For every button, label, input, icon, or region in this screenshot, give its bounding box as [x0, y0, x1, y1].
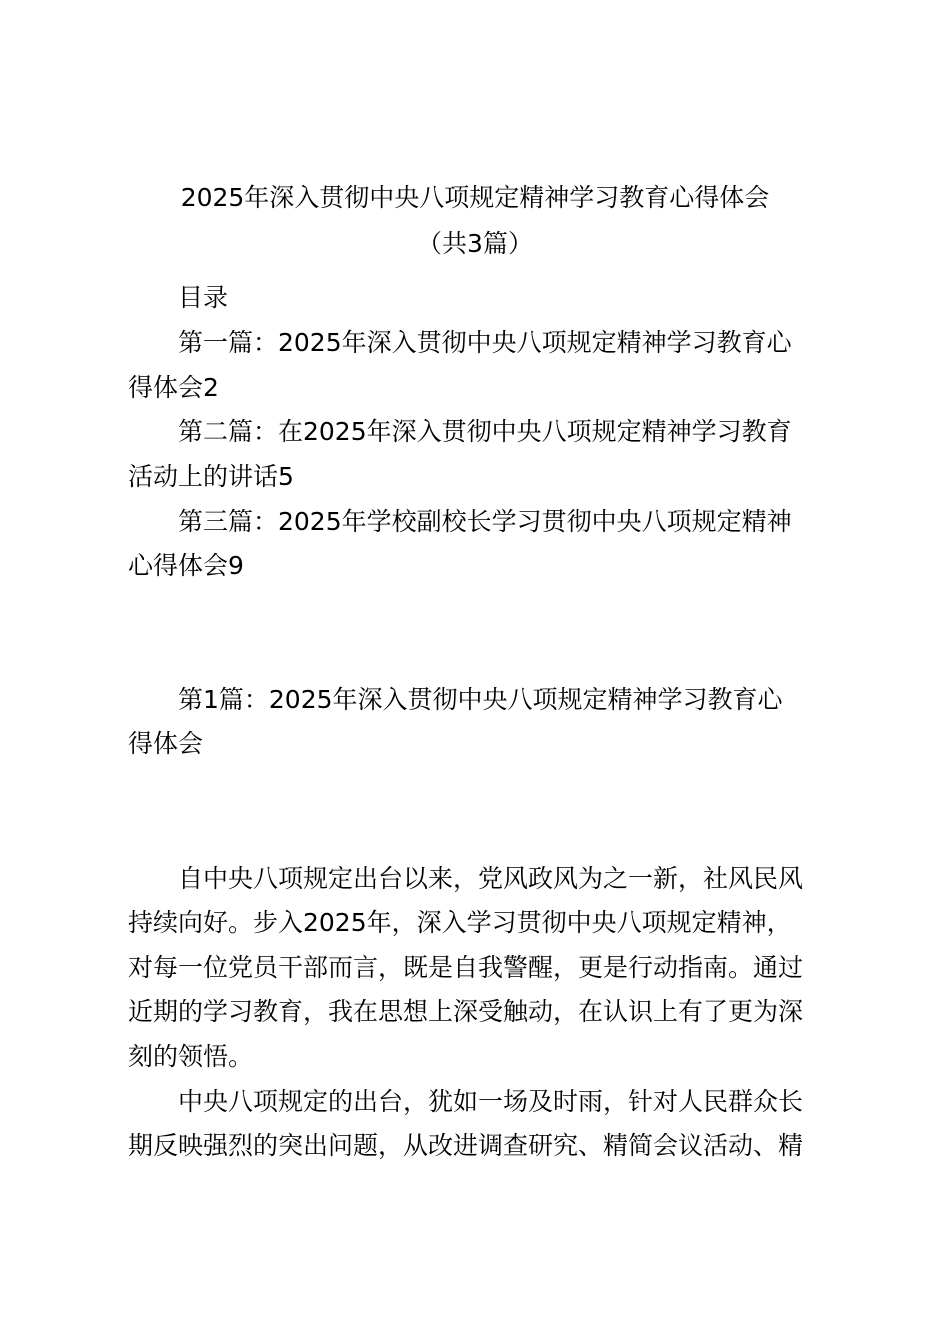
paragraph-line: 自中央八项规定出台以来，党风政风为之一新，社风民风 — [178, 864, 804, 893]
paragraph-line: 刻的领悟。 — [128, 1042, 254, 1071]
document-title: 2025年深入贯彻中央八项规定精神学习教育心得体会 — [180, 183, 770, 212]
toc-item-3: 第三篇：2025年学校副校长学习贯彻中央八项规定精神 — [178, 507, 792, 536]
toc-item-2-cont: 活动上的讲话5 — [128, 462, 294, 491]
paragraph-line: 近期的学习教育，我在思想上深受触动，在认识上有了更为深 — [128, 997, 804, 1026]
document-subtitle: （共3篇） — [417, 229, 533, 258]
toc-item-2: 第二篇：在2025年深入贯彻中央八项规定精神学习教育 — [178, 417, 792, 446]
toc-heading: 目录 — [178, 283, 229, 312]
toc-item-1: 第一篇：2025年深入贯彻中央八项规定精神学习教育心 — [178, 328, 792, 357]
paragraph-line: 对每一位党员干部而言，既是自我警醒，更是行动指南。通过 — [128, 953, 804, 982]
toc-item-3-cont: 心得体会9 — [128, 551, 244, 580]
paragraph-line: 中央八项规定的出台，犹如一场及时雨，针对人民群众长 — [178, 1087, 804, 1116]
paragraph-line: 持续向好。步入2025年，深入学习贯彻中央八项规定精神， — [128, 908, 792, 937]
section-heading: 第1篇：2025年深入贯彻中央八项规定精神学习教育心 — [178, 685, 783, 714]
paragraph-line: 期反映强烈的突出问题，从改进调查研究、精简会议活动、精 — [128, 1131, 804, 1160]
section-heading-cont: 得体会 — [128, 729, 204, 758]
toc-item-1-cont: 得体会2 — [128, 373, 219, 402]
